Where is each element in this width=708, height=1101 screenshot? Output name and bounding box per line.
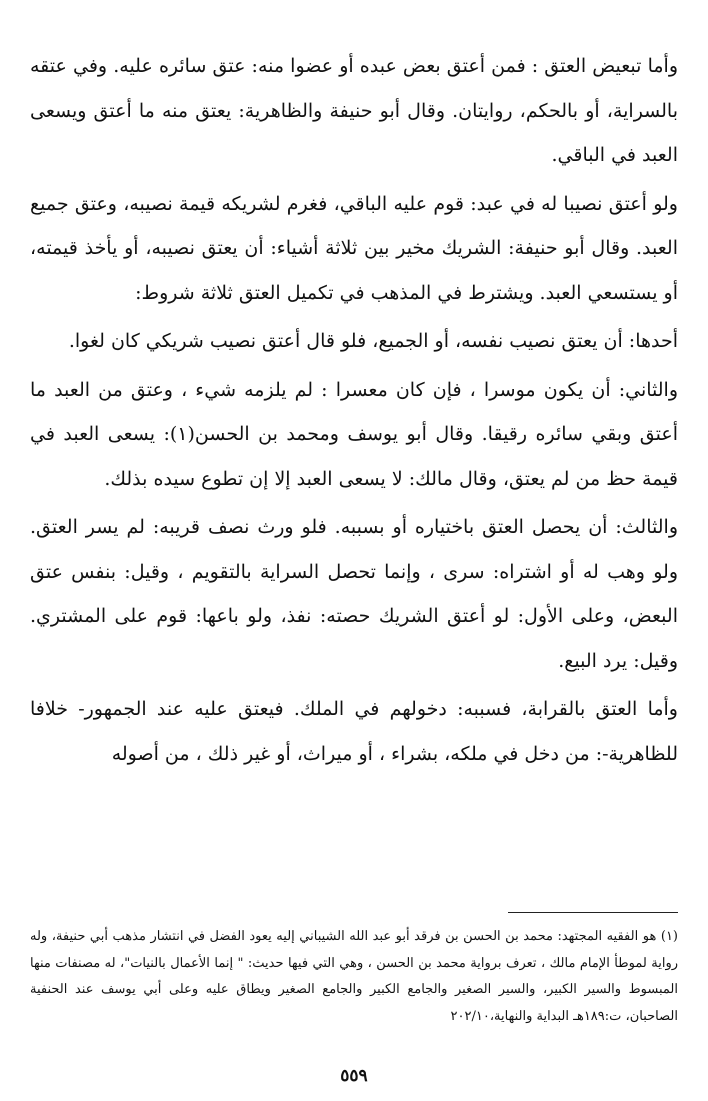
paragraph-condition-one: أحدها: أن يعتق نصيب نفسه، أو الجميع، فلو قال أعتق نصيب شريكي كان لغوا. [68, 330, 678, 352]
paragraph-condition-two: والثاني: أن يكون موسرا ، فإن كان معسرا : لم يلزمه شيء ، وعتق من العبد ما أعتق وبقي سائره رقيقا. وقال أبو يوسف ومحمد بن الحسن(١): يسعى العبد في قيمة حظ من لم يعتق، وقال مالك: لا يسعى العبد إلا إن تطوع سيده بذلك. [30, 378, 678, 490]
paragraph-shared-slave: ولو أعتق نصيبا له في عبد: قوم عليه الباقي، فغرم لشريكه قيمة نصيبه، وعتق جميع العبد. وقال أبو حنيفة: الشريك مخير بين ثلاثة أشياء: أن يعتق نصيبه، أو يأخذ قيمته، أو يستسعي العبد. ويشترط في المذهب في تكميل العتق ثلاثة شروط: [30, 192, 678, 304]
footnote: (١) هو الفقيه المجتهد: محمد بن الحسن بن فرقد أبو عبد الله الشيباني إليه يعود الفضل في انتشار مذهب أبي حنيفة، وله رواية لموطأ الإمام مالك ، تعرف برواية محمد بن الحسن ، وهي التي فيها حديث: " إنما الأعمال بالنيات"، له مصنفات منها المبسوط والسير الكبير، والسير الصغير والجامع الكبير والجامع الصغير ويطاق عليه وعلى أبي يوسف عند الحنفية الصاحبان، ت:١٨٩هـ البداية والنهاية،٢٠٢/١٠ [30, 929, 678, 1024]
main-text [30, 44, 678, 780]
paragraph-partial-manumission: وأما تبعيض العتق : فمن أعتق بعض عبده أو عضوا منه: عتق سائره عليه. وفي عتقه بالسراية، أو بالحكم، روايتان. وقال أبو حنيفة والظاهرية: يعتق منه ما أعتق ويسعى العبد في الباقي. [30, 55, 678, 166]
paragraph-condition-three: والثالث: أن يحصل العتق باختياره أو بسببه. فلو ورث نصف قريبه: لم يسر العتق. ولو وهب له أو اشتراه: سرى ، وإنما تحصل السراية بالتقويم ، وقيل: بنفس عتق البعض، وعلى الأول: لو أعتق الشريك حصته: نفذ، ولو باعها: قوم على المشتري. وقيل: يرد البيع. [30, 516, 678, 672]
page-number: ٥٥٩ [340, 1066, 368, 1086]
paragraph-kinship-manumission: وأما العتق بالقرابة، فسببه: دخولهم في الملك. فيعتق عليه عند الجمهور- خلافا للظاهرية-: من دخل في ملكه، بشراء ، أو ميراث، أو غير ذلك ، من أصوله [30, 698, 678, 765]
footnote-divider [508, 912, 678, 913]
